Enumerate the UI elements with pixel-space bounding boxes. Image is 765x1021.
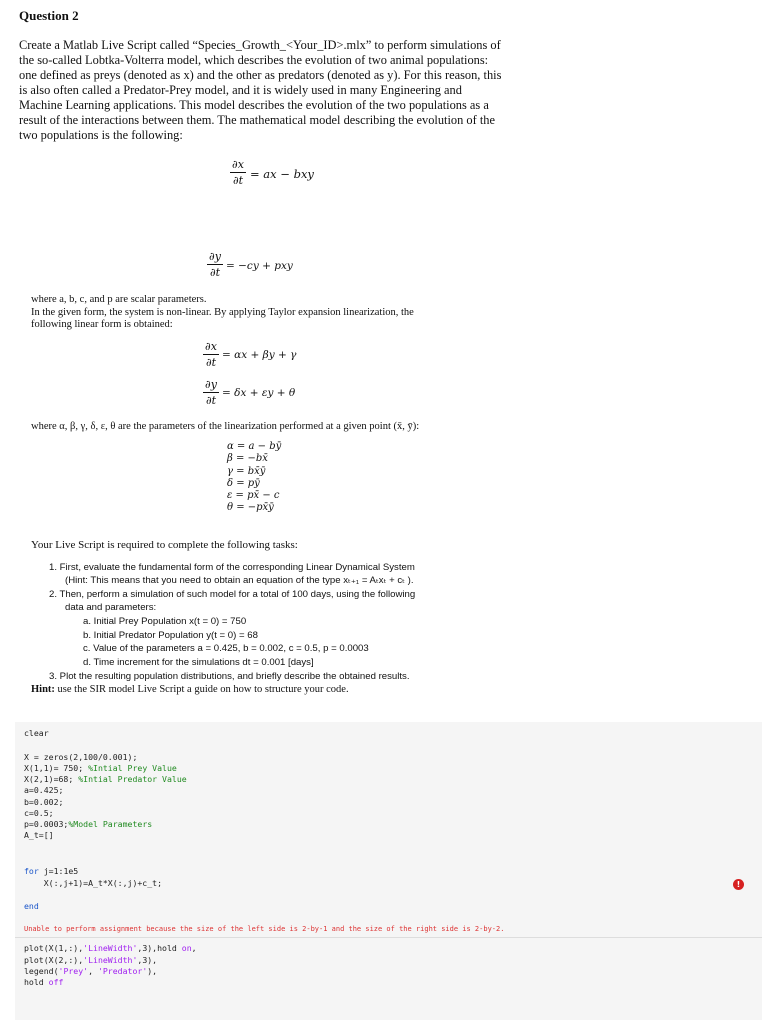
output-divider <box>15 937 762 938</box>
eq4-numerator: ∂y <box>205 378 217 391</box>
code-line[interactable]: end <box>24 901 39 911</box>
error-alert-icon[interactable]: ! <box>733 879 744 890</box>
where-line: following linear form is obtained: <box>31 319 173 330</box>
eq4-denominator: ∂t <box>205 394 217 407</box>
task-2a: a. Initial Prey Population x(t = 0) = 750 <box>83 616 247 627</box>
eq1-denominator: ∂t <box>232 174 244 187</box>
eq1-rhs: = ax − bxy <box>250 167 314 181</box>
eq3-fraction <box>203 340 219 369</box>
task-1-hint: (Hint: This means that you need to obtain an equation of the type xₜ₊₁ = Aₜxₜ + cₜ ). <box>65 575 414 586</box>
task-2-cont: data and parameters: <box>65 602 157 613</box>
parameter-delta: δ = pȳ <box>227 477 260 489</box>
intro-line: one defined as preys (denoted as x) and the other as predators (denoted as y). For this reason, this <box>19 68 502 82</box>
intro-line: result of the interactions between them. The mathematical model describing the evolution of the <box>19 113 495 127</box>
code-line[interactable]: for j=1:1e5 <box>24 866 79 876</box>
eq4-rhs: = δx + εy + θ <box>222 387 296 399</box>
eq1-fraction <box>230 158 246 187</box>
parameter-list <box>227 441 281 515</box>
code-line[interactable]: X = zeros(2,100/0.001); <box>24 752 138 762</box>
code-line[interactable]: clear <box>24 728 49 738</box>
code-comment: %Intial Prey Value <box>88 763 177 773</box>
where-line: where a, b, c, and p are scalar parameters. <box>31 294 207 305</box>
hint-text: use the SIR model Live Script a guide on how to structure your code. <box>54 684 349 695</box>
where-line: In the given form, the system is non-linear. By applying Taylor expansion linearization, the <box>31 306 414 318</box>
parameter-alpha: α = a − bȳ <box>227 441 282 452</box>
task-1: 1. First, evaluate the fundamental form of the corresponding Linear Dynamical System <box>49 562 415 573</box>
eq3-denominator: ∂t <box>205 356 217 369</box>
code-line[interactable]: plot(X(2,:),'LineWidth',3), <box>24 955 158 965</box>
eq3-numerator: ∂x <box>205 340 217 353</box>
eq2-denominator: ∂t <box>209 266 221 279</box>
hint-line <box>31 684 349 697</box>
code-line[interactable]: c=0.5; <box>24 808 54 818</box>
eq4-fraction <box>203 378 219 407</box>
code-comment: %Model Parameters <box>68 819 153 829</box>
intro-paragraph <box>19 38 529 143</box>
eq2-rhs: = −cy + pxy <box>226 260 293 272</box>
code-line[interactable]: A_t=[] <box>24 830 54 840</box>
eq2-fraction <box>207 250 223 279</box>
hint-label: Hint: <box>31 684 55 695</box>
task-2: 2. Then, perform a simulation of such model for a total of 100 days, using the following <box>49 589 416 600</box>
where-paragraph <box>31 294 451 332</box>
code-keyword: for <box>24 866 39 876</box>
code-comment: %Intial Predator Value <box>78 774 187 784</box>
linearization-note: where α, β, γ, δ, ε, θ are the parameters of the linearization performed at a given point (x̄, ȳ): <box>31 421 420 432</box>
question-title: Question 2 <box>19 8 79 23</box>
intro-line: Create a Matlab Live Script called “Species_Growth_<Your_ID>.mlx” to perform simulations of <box>19 38 501 52</box>
code-line[interactable]: b=0.002; <box>24 797 64 807</box>
eq2-numerator: ∂y <box>209 250 221 263</box>
parameter-beta: β = −bx̄ <box>227 453 268 465</box>
code-line[interactable]: p=0.0003;%Model Parameters <box>24 819 153 829</box>
tasks-intro: Your Live Script is required to complete the following tasks: <box>31 539 298 551</box>
intro-line: the so-called Lobtka-Volterra model, which describes the evolution of two animal populations: <box>19 53 489 67</box>
code-line[interactable]: a=0.425; <box>24 785 64 795</box>
task-2c: c. Value of the parameters a = 0.425, b = 0.002, c = 0.5, p = 0.0003 <box>83 643 369 654</box>
parameter-theta: θ = −px̄ȳ <box>227 502 274 514</box>
error-message: Unable to perform assignment because the size of the left side is 2-by-1 and the size of the right side is 2-by-2. <box>24 925 505 933</box>
parameter-gamma: γ = bx̄ȳ <box>227 465 266 477</box>
task-2d: d. Time increment for the simulations dt = 0.001 [days] <box>83 657 314 668</box>
intro-line: is also often called a Predator-Prey model, and it is widely used in many Engineering and <box>19 83 462 97</box>
eq3-rhs: = αx + βy + γ <box>222 349 297 361</box>
eq1-numerator: ∂x <box>232 158 244 171</box>
code-line[interactable]: legend('Prey', 'Predator'), <box>24 966 158 976</box>
code-line[interactable]: hold off <box>24 977 64 987</box>
task-2b: b. Initial Predator Population y(t = 0) = 68 <box>83 630 258 641</box>
code-line[interactable]: plot(X(1,:),'LineWidth',3),hold on, <box>24 943 197 953</box>
parameter-epsilon: ε = px̄ − c <box>227 490 280 502</box>
intro-line: two populations is the following: <box>19 128 183 142</box>
intro-line: Machine Learning applications. This model describes the evolution of the two populations as a <box>19 98 489 112</box>
code-line[interactable]: X(:,j+1)=A_t*X(:,j)+c_t; <box>24 878 163 888</box>
task-3: 3. Plot the resulting population distributions, and briefly describe the obtained results. <box>49 671 410 682</box>
code-line[interactable]: X(2,1)=68; %Intial Predator Value <box>24 774 187 784</box>
code-line[interactable]: X(1,1)= 750; %Intial Prey Value <box>24 763 177 773</box>
